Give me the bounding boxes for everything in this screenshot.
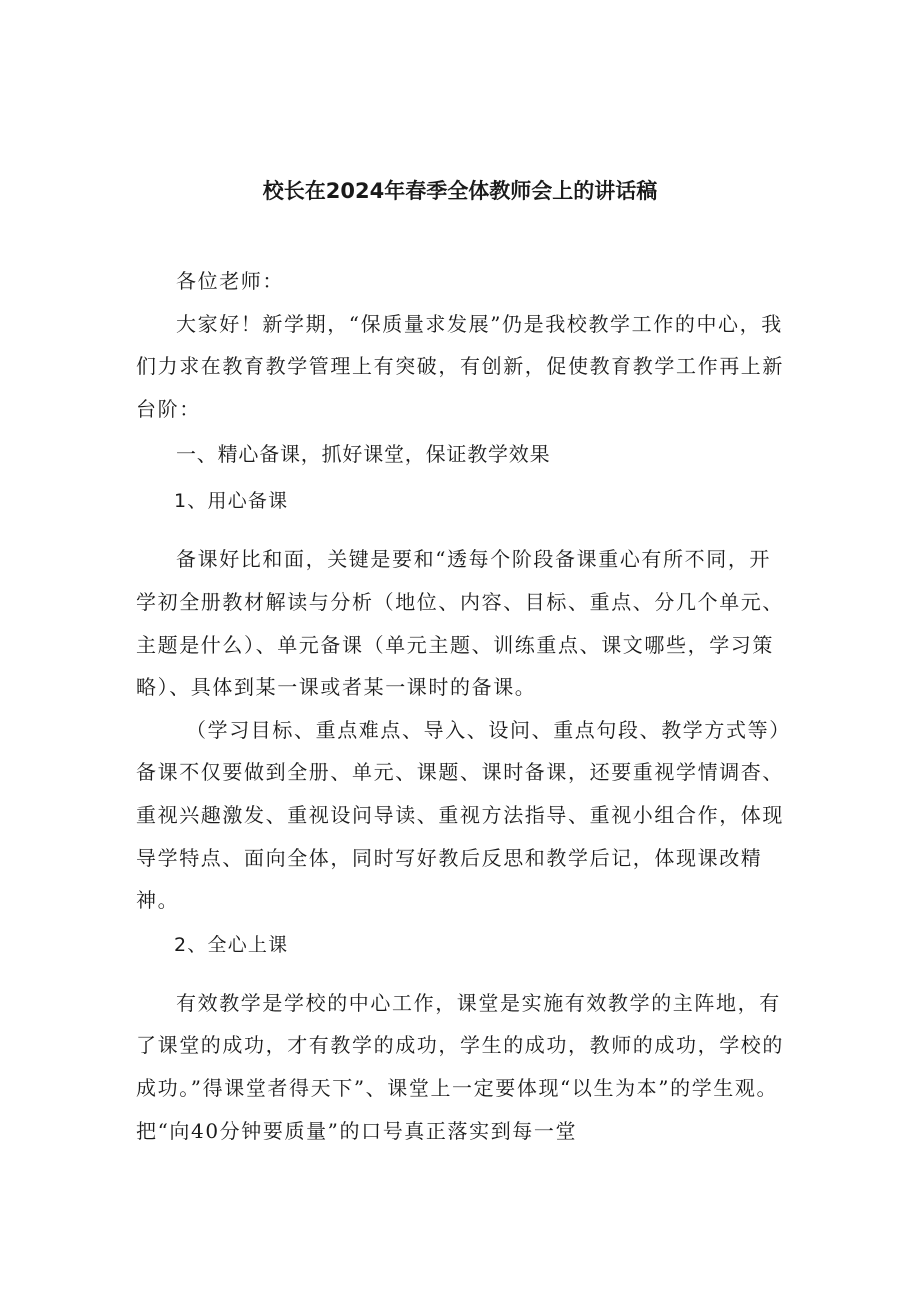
section-heading-1: 一、精心备课，抓好课堂，保证教学效果 bbox=[176, 442, 551, 467]
subsection-heading-1: 1、用心备课 bbox=[174, 490, 289, 513]
subsection-1-paragraph-2: （学习目标、重点难点、导入、设问、重点句段、教学方式等）备课不仅要做到全册、单元、课题、课时备课，还要重视学情调杳、重视兴趣激发、重视设问导读、重视方法指导、重视小组合作，体现导学特点、面向全体，同时写好教后反思和教学后记，体现课改精神。 bbox=[136, 717, 784, 913]
subsection-2-paragraph-1: 有效教学是学校的中心工作，课堂是实施有效教学的主阵地，有了课堂的成功，才有教学的成功，学生的成功，教师的成功，学校的成功。”得课堂者得天下”、课堂上一定要体现“以生为本”的学生观。把“向40分钟要质量”的口号真正落实到每一堂 bbox=[136, 990, 784, 1143]
document-body bbox=[136, 260, 786, 1152]
subsection-heading-2: 2、全心上课 bbox=[174, 933, 289, 956]
subsection-1-paragraph-1: 备课好比和面，关键是要和“透每个阶段备课重心有所不同，开学初全册教材解读与分析（地位、内容、目标、重点、分几个单元、主题是什么）、单元备课（单元主题、训练重点、课文哪些，学习策略）、具体到某一课或者某一课时的备课。 bbox=[136, 547, 784, 700]
document-title: 校长在2024年春季全体教师会上的讲话稿 bbox=[262, 179, 658, 203]
salutation: 各位老师： bbox=[176, 269, 284, 293]
intro-paragraph: 大家好！新学期，“保质量求发展”仍是我校教学工作的中心，我们力求在教育教学管理上有突破，有创新，促使教育教学工作再上新台阶： bbox=[136, 311, 784, 421]
